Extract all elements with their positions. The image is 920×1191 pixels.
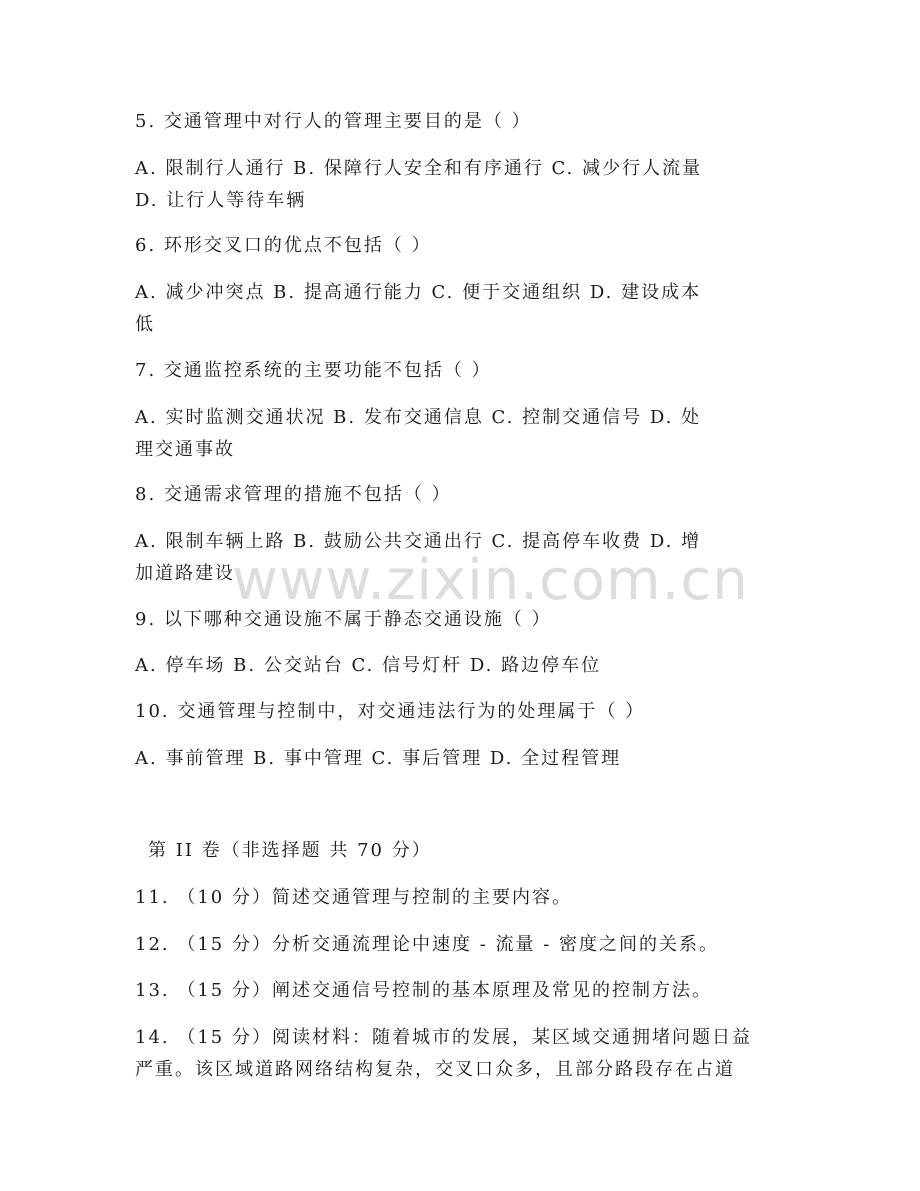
watermark: www.zixin.com.cn — [232, 548, 749, 613]
question-5-options-cont: D. 让行人等待车辆 — [135, 190, 307, 211]
question-12: 12. （15 分）分析交通流理论中速度 - 流量 - 密度之间的关系。 — [135, 934, 720, 955]
question-14: 14. （15 分）阅读材料：随着城市的发展，某区域交通拥堵问题日益 — [135, 1027, 752, 1048]
question-5: 5. 交通管理中对行人的管理主要目的是（ ） — [135, 111, 532, 132]
question-7: 7. 交通监控系统的主要功能不包括（ ） — [135, 360, 492, 381]
question-5-options: A. 限制行人通行 B. 保障行人安全和有序通行 C. 减少行人流量 — [135, 158, 703, 179]
question-13: 13. （15 分）阐述交通信号控制的基本原理及常见的控制方法。 — [135, 980, 712, 1001]
question-6: 6. 环形交叉口的优点不包括（ ） — [135, 235, 432, 256]
question-9: 9. 以下哪种交通设施不属于静态交通设施（ ） — [135, 609, 552, 630]
question-14-cont: 严重。该区域道路网络结构复杂，交叉口众多，且部分路段存在占道 — [135, 1059, 735, 1080]
question-7-options: A. 实时监测交通状况 B. 发布交通信息 C. 控制交通信号 D. 处 — [135, 407, 702, 428]
question-11: 11. （10 分）简述交通管理与控制的主要内容。 — [135, 887, 572, 908]
question-6-options: A. 减少冲突点 B. 提高通行能力 C. 便于交通组织 D. 建设成本 — [135, 282, 702, 303]
question-10: 10. 交通管理与控制中，对交通违法行为的处理属于（ ） — [135, 701, 646, 722]
question-8-options-cont: 加道路建设 — [135, 563, 235, 584]
section-title: 第 II 卷（非选择题 共 70 分） — [148, 840, 432, 861]
question-6-options-cont: 低 — [135, 314, 155, 335]
question-7-options-cont: 理交通事故 — [135, 439, 235, 460]
question-9-options: A. 停车场 B. 公交站台 C. 信号灯杆 D. 路边停车位 — [135, 655, 602, 676]
question-8: 8. 交通需求管理的措施不包括（ ） — [135, 484, 452, 505]
question-8-options: A. 限制车辆上路 B. 鼓励公共交通出行 C. 提高停车收费 D. 增 — [135, 531, 702, 552]
question-10-options: A. 事前管理 B. 事中管理 C. 事后管理 D. 全过程管理 — [135, 748, 622, 769]
